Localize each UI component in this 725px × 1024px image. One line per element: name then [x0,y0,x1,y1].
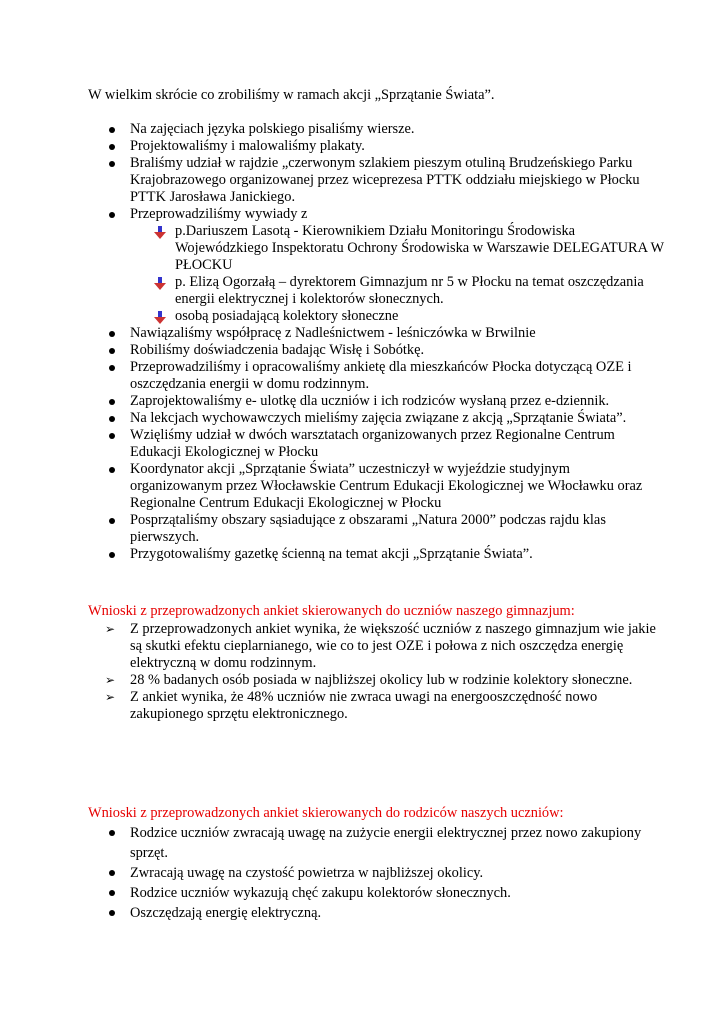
list-item: ➢ 28 % badanych osób posiada w najbliższej okolicy lub w rodzinie kolektory słoneczne. [105,672,633,688]
down-arrow-bullet-icon [153,226,167,240]
dot-bullet-icon [109,127,115,133]
down-arrow-bullet-icon [153,311,167,325]
list-item: Przeprowadziliśmy wywiady z p.Dariuszem Lasotą - Kierownikiem Działu Monitoringu Środowiska Wojewódzkiego Inspektoratu Ochrony Środowiska w Warszawie DELEGATURA W PŁOCKU p. Elizą Ogorzałą – dyrektorem Gimnazjum nr 5 w Płocku na temat oszczędzania energii elektrycznej i kolektorów słonecznych. osobą posiadającą kolektory słoneczne [0,206,725,325]
dot-bullet-icon [109,467,115,473]
dot-bullet-icon [109,331,115,337]
list-item: Przygotowaliśmy gazetkę ścienną na temat akcji „Sprzątanie Świata”. [0,546,725,563]
students-conclusions-heading: Wnioski z przeprowadzonych ankiet skierowanych do uczniów naszego gimnazjum: [88,603,575,619]
intro-text: W wielkim skrócie co zrobiliśmy w ramach akcji „Sprzątanie Świata”. [88,87,495,103]
interviews-sublist [130,223,665,325]
arrow-bullet-icon: ➢ [105,673,116,687]
dot-bullet-icon [109,144,115,150]
dot-bullet-icon [109,161,115,167]
sub-list-item: p.Dariuszem Lasotą - Kierownikiem Działu Monitoringu Środowiska Wojewódzkiego Inspektoratu Ochrony Środowiska w Warszawie DELEGATURA W PŁOCKU [130,223,665,274]
list-item: Nawiązaliśmy współpracę z Nadleśnictwem - leśniczówka w Brwilnie [0,325,725,342]
students-conclusions-list [0,621,725,723]
dot-bullet-icon [109,910,115,916]
list-item: Koordynator akcji „Sprzątanie Świata” uczestniczył w wyjeździe studyjnym organizowanym przez Włocławskie Centrum Edukacji Ekologicznej we Włocławku oraz Regionalne Centrum Edukacji Ekologicznej w Płocku [0,461,725,512]
dot-bullet-icon [109,518,115,524]
parents-conclusions-list [0,823,725,923]
list-item: Wzięliśmy udział w dwóch warsztatach organizowanych przez Regionalne Centrum Edukacji Ekologicznej w Płocku [0,427,725,461]
dot-bullet-icon [109,348,115,354]
list-item: Na lekcjach wychowawczych mieliśmy zajęcia związane z akcją „Sprzątanie Świata”. [0,410,725,427]
list-item: Zwracają uwagę na czystość powietrza w najbliższej okolicy. [0,863,725,883]
dot-bullet-icon [109,416,115,422]
list-item: Braliśmy udział w rajdzie „czerwonym szlakiem pieszym otuliną Brudzeńskiego Parku Krajobrazowego organizowanej przez wiceprezesa PTTK oddziału miejskiego w Płocku PTTK Jarosława Janickiego. [0,155,725,206]
parents-conclusions-heading: Wnioski z przeprowadzonych ankiet skierowanych do rodziców naszych uczniów: [88,805,564,821]
dot-bullet-icon [109,830,115,836]
list-item: Posprzątaliśmy obszary sąsiadujące z obszarami „Natura 2000” podczas rajdu klas pierwszych. [0,512,725,546]
list-item: ➢ Z ankiet wynika, że 48% uczniów nie zwraca uwagi na energooszczędność nowo zakupionego sprzętu elektronicznego. [105,689,598,722]
dot-bullet-icon [109,870,115,876]
list-item: Rodzice uczniów zwracają uwagę na zużycie energii elektrycznej przez nowo zakupiony sprzęt. [0,823,725,863]
list-item: ➢ Z przeprowadzonych ankiet wynika, że większość uczniów z naszego gimnazjum wie jakie są skutki efektu cieplarnianego, wie co to jest OZE i połowa z nich oszczędza energię elektryczną w domu rodzinnym. [105,621,656,671]
dot-bullet-icon [109,399,115,405]
arrow-bullet-icon: ➢ [105,622,116,636]
list-item: Projektowaliśmy i malowaliśmy plakaty. [0,138,725,155]
list-item: Przeprowadziliśmy i opracowaliśmy ankietę dla mieszkańców Płocka dotyczącą OZE i oszczędzania energii w domu rodzinnym. [0,359,725,393]
dot-bullet-icon [109,365,115,371]
list-item: Robiliśmy doświadczenia badając Wisłę i Sobótkę. [0,342,725,359]
sub-list-item: p. Elizą Ogorzałą – dyrektorem Gimnazjum nr 5 w Płocku na temat oszczędzania energii elektrycznej i kolektorów słonecznych. [130,274,665,308]
list-item: Rodzice uczniów wykazują chęć zakupu kolektorów słonecznych. [0,883,725,903]
down-arrow-bullet-icon [153,277,167,291]
dot-bullet-icon [109,212,115,218]
dot-bullet-icon [109,890,115,896]
activities-list [0,121,725,563]
dot-bullet-icon [109,433,115,439]
list-item: Zaprojektowaliśmy e- ulotkę dla uczniów i ich rodziców wysłaną przez e-dziennik. [0,393,725,410]
list-item: Na zajęciach języka polskiego pisaliśmy wiersze. [0,121,725,138]
list-item: Oszczędzają energię elektryczną. [0,903,725,923]
dot-bullet-icon [109,552,115,558]
sub-list-item: osobą posiadającą kolektory słoneczne [130,308,665,325]
arrow-bullet-icon: ➢ [105,690,116,704]
